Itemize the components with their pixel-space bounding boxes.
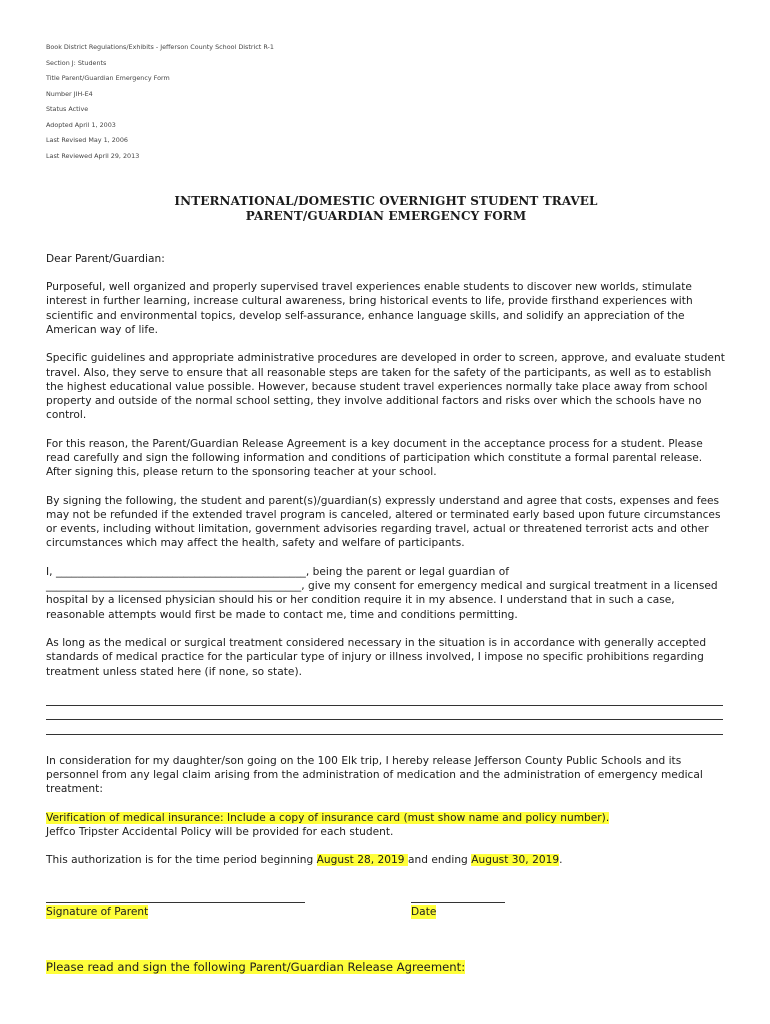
meta-number: Number JIH-E4	[46, 89, 93, 98]
form-title	[46, 194, 726, 224]
meta-book: Book District Regulations/Exhibits - Jefferson County School District R-1	[46, 43, 274, 51]
paragraph-authorization-period	[46, 853, 726, 867]
salutation: Dear Parent/Guardian:	[46, 252, 165, 265]
auth-mid: and ending	[407, 854, 472, 867]
meta-adopted: Adopted April 1, 2003	[46, 120, 116, 129]
paragraph-guidelines: Specific guidelines and appropriate administrative procedures are developed in order to screen, approve, and evaluate student travel. Also, they serve to ensure that all reasonable steps are taken for the safety of the participants, as well as to establish the highest educational value possible. However, because student travel experiences normally take place away from school property and outside of the normal school setting, they involve additional factors and risks over which the schools have no control.	[46, 352, 725, 422]
consent-prefix: I,	[46, 565, 53, 578]
paragraph-purpose: Purposeful, well organized and properly supervised travel experiences enable students to discover new worlds, stimulate interest in further learning, increase cultural awareness, bring historical events to life, provide firsthand experiences with scientific and environmental topics, develop self-assurance, enhance language skills, and solidify an appreciation of the American way of life.	[46, 281, 693, 336]
document-metadata	[46, 44, 726, 160]
release-instruction-text: Please read and sign the following Parent/Guardian Release Agreement:	[46, 959, 466, 974]
insurance-note: Jeffco Tripster Accidental Policy will be provided for each student.	[46, 825, 394, 838]
date-label: Date	[411, 905, 437, 918]
prohibitions-blank-lines	[46, 691, 726, 735]
paragraph-liability-release: In consideration for my daughter/son going on the 100 Elk trip, I hereby release Jefferson County Public Schools and its personnel from any legal claim arising from the administration of medication and the administration of emergency medical treatment:	[46, 754, 703, 796]
paragraph-consent	[46, 565, 726, 622]
meta-section: Section J: Students	[46, 58, 107, 67]
auth-prefix: This authorization is for the time period beginning	[46, 854, 317, 867]
form-body	[46, 252, 726, 975]
prohibitions-line-3[interactable]	[46, 720, 723, 735]
release-instruction	[46, 960, 726, 975]
meta-last-reviewed: Last Reviewed April 29, 2013	[46, 151, 140, 160]
parent-signature-label: Signature of Parent	[46, 905, 149, 918]
student-name-blank[interactable]: ________________________________________________	[46, 580, 302, 593]
title-line-1: INTERNATIONAL/DOMESTIC OVERNIGHT STUDENT TRAVEL	[174, 193, 598, 208]
meta-status: Status Active	[46, 105, 89, 113]
meta-title: Title Parent/Guardian Emergency Form	[46, 74, 170, 82]
paragraph-insurance	[46, 811, 726, 839]
parent-name-blank[interactable]: _______________________________________________	[55, 565, 306, 578]
parent-signature-block	[46, 896, 305, 919]
consent-mid: , being the parent or legal guardian of	[305, 565, 509, 578]
signature-row	[46, 896, 726, 924]
consent-rest-2: treatment in a licensed hospital by a licensed physician should his or her condition require it in my absence. I understand that in such a case, reasonable attempts would first be made to contact me, time and conditions permitting.	[46, 580, 718, 621]
paragraph-release-agreement: For this reason, the Parent/Guardian Release Agreement is a key document in the acceptance process for a student. Please read carefully and sign the following information and conditions of participation which constitute a formal parental release. After signing this, please return to the sponsoring teacher at your school.	[46, 437, 703, 479]
date-block	[411, 896, 505, 919]
auth-suffix: .	[559, 854, 563, 867]
paragraph-treatment-standards: As long as the medical or surgical treatment considered necessary in the situation is in accordance with generally accepted standards of medical practice for the particular type of injury or illness involved, I impose no specific prohibitions regarding treatment unless stated here (if none, so state).	[46, 637, 707, 678]
prohibitions-line-2[interactable]	[46, 706, 723, 721]
auth-start-date[interactable]: August 28, 2019	[316, 854, 408, 867]
consent-rest-1: , give my consent for emergency medical and surgical	[301, 580, 591, 593]
meta-last-revised: Last Revised May 1, 2006	[46, 136, 128, 144]
paragraph-refund-terms: By signing the following, the student and parent(s)/guardian(s) expressly understand and agree that costs, expenses and fees may not be refunded if the extended travel program is canceled, altered or terminated early based upon future circumstances or events, including without limitation, government advisories regarding travel, actual or threatened terrorist acts and other circumstances which may affect the health, safety and welfare of participants.	[46, 494, 721, 550]
title-line-2: PARENT/GUARDIAN EMERGENCY FORM	[245, 208, 527, 223]
insurance-highlight: Verification of medical insurance: Include a copy of insurance card (must show name and policy number).	[46, 811, 610, 824]
prohibitions-line-1[interactable]	[46, 691, 723, 706]
document-page	[46, 44, 726, 975]
date-line[interactable]	[411, 896, 505, 903]
parent-signature-line[interactable]	[46, 896, 305, 903]
auth-end-date[interactable]: August 30, 2019	[471, 854, 560, 867]
